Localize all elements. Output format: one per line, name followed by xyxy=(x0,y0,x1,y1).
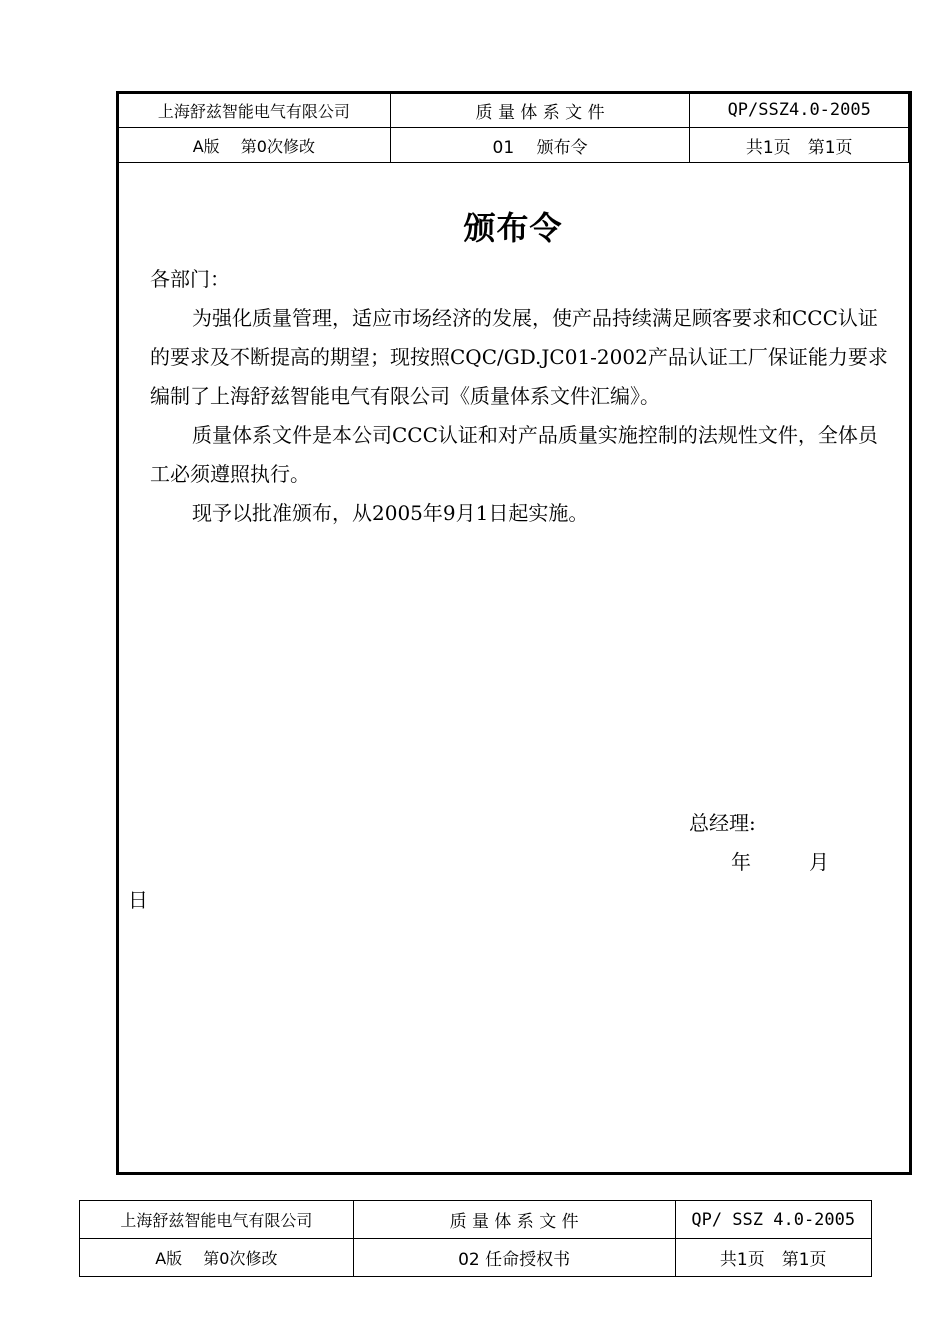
header-table-bottom xyxy=(79,1200,872,1277)
page-info: 共1页 第1页 xyxy=(690,128,909,163)
page-info: 共1页 第1页 xyxy=(675,1239,872,1277)
section-title: 02 任命授权书 xyxy=(353,1239,675,1277)
page-title: 颁布令 xyxy=(463,209,563,247)
year-label: 年 xyxy=(731,850,751,874)
paragraph-3: 现予以批准颁布，从2005年9月1日起实施。 xyxy=(192,501,589,525)
page-border xyxy=(116,91,912,1175)
month-label: 月 xyxy=(809,850,829,874)
paragraph-1: 为强化质量管理，适应市场经济的发展，使产品持续满足顾客要求和CCC认证的要求及不断提高的期望；现按照CQC/GD.JC01-2002产品认证工厂保证能力要求编制了上海舒兹智能电气有限公司《质量体系文件汇编》。 xyxy=(150,306,888,408)
header-table-top xyxy=(117,92,909,163)
document-type: 质 量 体 系 文 件 xyxy=(390,93,690,128)
revision-info: A版 第0次修改 xyxy=(80,1239,354,1277)
salutation: 各部门： xyxy=(150,267,230,291)
document-code: QP/ SSZ 4.0-2005 xyxy=(675,1201,872,1239)
signer-label: 总经理: xyxy=(689,811,756,835)
revision-info: A版 第0次修改 xyxy=(118,128,391,163)
day-label: 日 xyxy=(128,888,148,912)
document-code: QP/SSZ4.0-2005 xyxy=(690,93,909,128)
section-title: 01 颁布令 xyxy=(390,128,690,163)
company-name: 上海舒兹智能电气有限公司 xyxy=(80,1201,354,1239)
company-name: 上海舒兹智能电气有限公司 xyxy=(118,93,391,128)
document-type: 质 量 体 系 文 件 xyxy=(353,1201,675,1239)
paragraph-2: 质量体系文件是本公司CCC认证和对产品质量实施控制的法规性文件，全体员工必须遵照执行。 xyxy=(150,423,878,486)
document-body xyxy=(150,260,890,533)
